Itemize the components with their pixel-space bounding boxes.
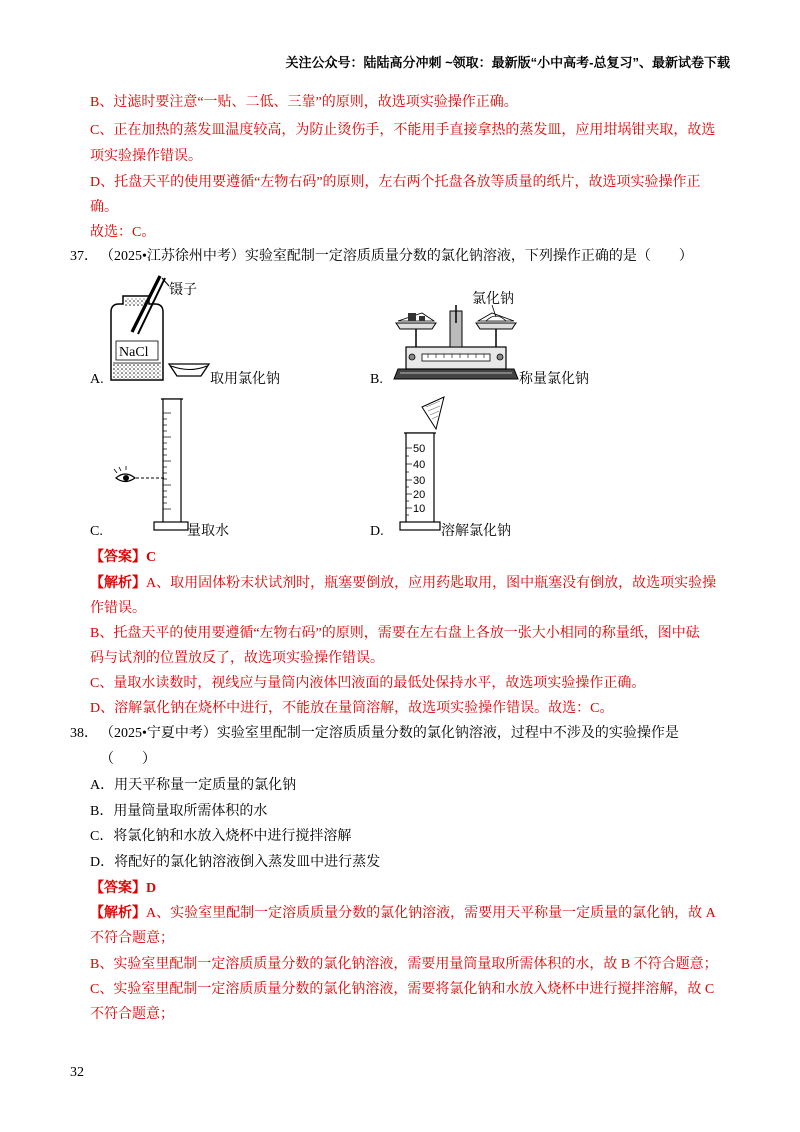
left-pan — [396, 323, 436, 329]
page-number: 32 — [70, 1065, 84, 1080]
q37-analysis-line: 码与试剂的位置放反了，故选项实验操作错误。 — [90, 651, 384, 666]
scale-label: 30 — [413, 475, 426, 487]
figure-b-balance — [392, 283, 520, 383]
q37-analysis-line: B、托盘天平的使用要遵循“左物右码”的原则，需要在左右盘上各放一张大小相同的称量纸，图中砝 — [90, 626, 700, 641]
balance-label: 氯化钠 — [472, 292, 514, 307]
q37-stem: （2025•江苏徐州中考）实验室配制一定溶质质量分数的氯化钠溶液，下列操作正确的是（ ） — [100, 249, 693, 264]
tweezers-label: 镊子 — [169, 283, 197, 298]
option-c-letter: C. — [90, 524, 103, 539]
q37-analysis-line: 作错误。 — [90, 601, 146, 616]
q38-analysis-line — [90, 904, 716, 924]
analysis-label: 【解析】 — [90, 576, 146, 591]
q38-option: B．用量筒量取所需体积的水 — [90, 804, 268, 819]
prev-analysis-line: B、过滤时要注意“一贴、二低、三靠”的原则，故选项实验操作正确。 — [90, 95, 518, 110]
analysis-text: A、实验室里配制一定溶质质量分数的氯化钠溶液，需要用天平称量一定质量的氯化钠，故 A — [146, 906, 716, 921]
figure-c-measuring-cylinder — [108, 393, 190, 538]
page-header: 关注公众号：陆陆高分冲刺 ~领取：最新版“小中高考-总复习”、最新试卷下载 — [285, 55, 730, 70]
q38-analysis-line: C、实验室里配制一定溶质质量分数的氯化钠溶液，需要将氯化钠和水放入烧杯中进行搅拌溶解，故 C — [90, 982, 715, 997]
option-a-letter: A. — [90, 372, 104, 387]
q38-option: A．用天平称量一定质量的氯化钠 — [90, 778, 297, 793]
q38-analysis-line: 不符合题意； — [90, 931, 174, 946]
figure-a-reagent-bottle — [105, 272, 220, 387]
evaporating-dish-icon — [169, 364, 209, 376]
scale-label: 20 — [413, 489, 426, 501]
analysis-label: 【解析】 — [90, 906, 146, 921]
prev-analysis-line: 项实验操作错误。 — [90, 149, 202, 164]
prev-analysis-line: C、正在加热的蒸发皿温度较高，为防止烫伤手，不能用手直接拿热的蒸发皿，应用坩埚钳夹取，故选 — [90, 123, 716, 138]
prev-analysis-line: 故选：C。 — [90, 225, 156, 240]
q38-analysis-line: 不符合题意； — [90, 1007, 174, 1022]
q37-analysis-line — [90, 574, 716, 594]
scale-label: 10 — [413, 503, 426, 515]
prev-analysis-line: D、托盘天平的使用要遵循“左物右码”的原则，左右两个托盘各放等质量的纸片，故选项实验操作正 — [90, 175, 701, 190]
q38-option: C．将氯化钠和水放入烧杯中进行搅拌溶解 — [90, 829, 352, 844]
q38-stem: （2025•宁夏中考）实验室里配制一定溶质质量分数的氯化钠溶液，过程中不涉及的实验操作是 — [100, 726, 679, 741]
q38-number: 38． — [70, 726, 98, 741]
q38-analysis-line: B、实验室里配制一定溶质质量分数的氯化钠溶液，需要用量筒量取所需体积的水，故 B 不符合题意； — [90, 957, 718, 972]
nacl-label: NaCl — [119, 345, 149, 360]
scale-label: 50 — [413, 443, 426, 455]
option-a-caption: 取用氯化钠 — [210, 372, 280, 387]
prev-analysis-line: 确。 — [90, 200, 118, 215]
option-b-caption: 称量氯化钠 — [519, 372, 589, 387]
q38-answer: 【答案】D — [90, 881, 157, 896]
q38-blank: （ ） — [100, 752, 156, 767]
q37-number: 37． — [70, 249, 98, 264]
figure-d-dissolving — [398, 393, 446, 538]
q37-analysis-line: D、溶解氯化钠在烧杯中进行，不能放在量筒溶解，故选项实验操作错误。故选：C。 — [90, 701, 614, 716]
scale-label: 40 — [413, 459, 426, 471]
option-d-caption: 溶解氯化钠 — [441, 524, 511, 539]
option-b-letter: B. — [370, 372, 383, 387]
weight-icon — [408, 313, 416, 321]
right-pan — [476, 323, 516, 329]
analysis-text: A、取用固体粉末状试剂时，瓶塞要倒放，应用药匙取用，图中瓶塞没有倒放，故选项实验操 — [146, 576, 717, 591]
paper-funnel-icon — [422, 397, 444, 429]
q37-answer: 【答案】C — [90, 550, 157, 565]
option-d-letter: D. — [370, 524, 384, 539]
q38-option: D．将配好的氯化钠溶液倒入蒸发皿中进行蒸发 — [90, 855, 381, 870]
q37-analysis-line: C、量取水读数时，视线应与量筒内液体凹液面的最低处保持水平，故选项实验操作正确。 — [90, 676, 646, 691]
option-c-caption: 量取水 — [187, 524, 229, 539]
